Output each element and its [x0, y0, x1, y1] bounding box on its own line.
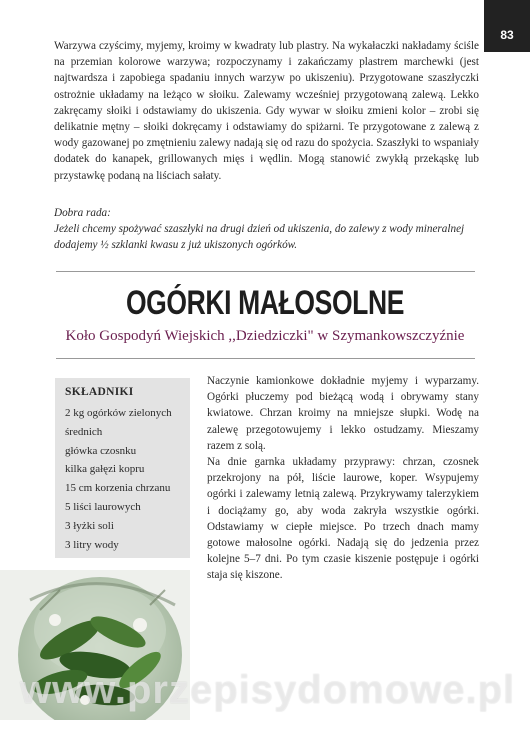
ingredient-item: średnich — [65, 425, 103, 438]
ingredients-box — [55, 378, 190, 558]
ingredient-item: 2 kg ogórków zielonych — [65, 407, 172, 419]
ingredient-item: 5 liści laurowych — [65, 500, 141, 513]
page-number: 83 — [500, 28, 514, 42]
intro-paragraph: Warzywa czyścimy, myjemy, kroimy w kwadraty lub plastry. Na wykałaczki nakładamy ściśle na przemian kolorowe warzywa; rozpoczynamy i zakańczamy plastrem marchewki (jest najtwardsza i zapobiega spadaniu innych warzyw po ukiszeniu). Przygotowane szaszłyczki ostrożnie układamy na leżąco w słoiku. Zalewamy wcześniej przygotowaną zalewą. Lekko zakręcamy słoiki i odstawiamy do ukiszenia. Gdy wywar w słoiku zmieni kolor – zrobi się delikatnie mętny – słoiki dokręcamy i odstawiamy do spiżarni. Te przygotowane z zalewą z wody gazowanej po zmętnieniu zalewy nadają się od razu do spożycia. Szaszłyki to wspaniały dodatek do kanapek, grillowanych mięs i wędlin. Mogą stanowić zwykłą przekąskę lub przystawkę podaną na liściach sałaty. — [54, 40, 479, 182]
watermark: www.przepisydomowe.pl — [20, 668, 516, 712]
recipe-source: Koło Gospodyń Wiejskich ,,Dziedziczki" w Szymankowszczyźnie — [65, 328, 465, 344]
method-paragraph: Na dnie garnka układamy przyprawy: chrzan, czosnek przekrojony na pół, liście laurowe, koper. Wsypujemy ogórki i zalewamy letnią zalewą. Przykrywamy talerzykiem i dociążamy go, aby woda zakryła wszystkie ogórki. Odstawiamy w ciepłe miejsce. Po trzech dnach mamy gotowe małosolne ogórki. Nadają się do jedzenia przez kolejne 5–7 dni. Po tym czasie kiszenie postępuje i ogórki staja się kiszone. — [207, 456, 479, 582]
ingredients-heading: SKŁADNIKI — [65, 386, 134, 398]
tip-text: Jeżeli chcemy spożywać szaszłyki na drugi dzień od ukiszenia, do zalewy z wody mineralnej dodajemy ½ szklanki kwasu z już ukiszonych ogórków. — [54, 223, 465, 252]
bottom-divider — [56, 358, 475, 359]
tip-block — [54, 205, 479, 254]
method-paragraph: Naczynie kamionkowe dokładnie myjemy i wyparzamy. Ogórki płuczemy pod bieżącą wodą i obrywamy stany kwiatowe. Chrzan kroimy na mniejsze słupki. Wodę na zalewę przegotowujemy i lekko ostudzamy. Mieszamy razem z solą. — [207, 375, 479, 452]
top-divider — [56, 271, 475, 272]
recipe-title: OGÓRKI MAŁOSOLNE — [125, 284, 405, 322]
method-text — [207, 373, 479, 584]
ingredient-item: 15 cm korzenia chrzanu — [65, 482, 171, 495]
tip-heading: Dobra rada: — [54, 207, 111, 219]
ingredient-item: 3 łyżki soli — [65, 519, 114, 532]
ingredient-item: 3 litry wody — [65, 538, 119, 551]
ingredient-item: kilka gałęzi kopru — [65, 463, 145, 476]
page-number-tab — [484, 0, 530, 52]
ingredient-item: główka czosnku — [65, 444, 137, 457]
ingredients-list — [65, 404, 190, 554]
